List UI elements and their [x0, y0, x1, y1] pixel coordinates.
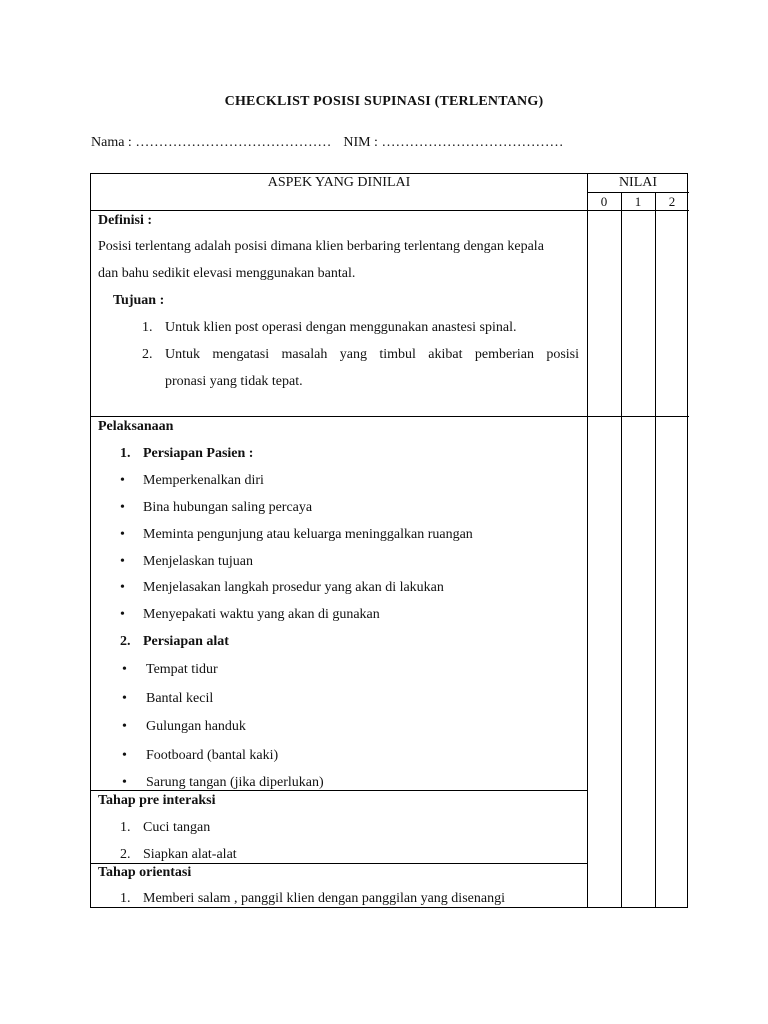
bullet: • [120, 554, 125, 569]
checklist-item: Siapkan alat-alat [143, 847, 237, 862]
checklist-item: Tempat tidur [146, 662, 218, 677]
column-divider [587, 174, 588, 907]
checklist-item: Menjelasakan langkah prosedur yang akan di lakukan [143, 580, 444, 595]
list-number: 2. [120, 634, 131, 649]
tujuan-heading: Tujuan : [113, 293, 165, 308]
bullet: • [122, 775, 127, 790]
list-number: 1. [142, 320, 153, 335]
tujuan-item-continued: pronasi yang tidak tepat. [165, 374, 303, 389]
definisi-heading: Definisi : [98, 213, 153, 228]
identity-line [91, 135, 563, 151]
bullet: • [122, 662, 127, 677]
tujuan-item: Untuk klien post operasi dengan menggunakan anastesi spinal. [165, 320, 517, 335]
persiapan-alat-heading: Persiapan alat [143, 634, 229, 649]
checklist-item: Footboard (bantal kaki) [146, 748, 279, 763]
checklist-table [90, 173, 688, 908]
row-divider [91, 210, 689, 211]
bullet: • [120, 473, 125, 488]
page-title: CHECKLIST POSISI SUPINASI (TERLENTANG) [224, 94, 544, 109]
pelaksanaan-heading: Pelaksanaan [98, 419, 174, 434]
score-header: NILAI [618, 175, 658, 190]
bullet: • [120, 500, 125, 515]
definisi-text: Posisi terlentang adalah posisi dimana klien berbaring terlentang dengan kepala [98, 239, 544, 254]
list-number: 2. [120, 847, 131, 862]
bullet: • [122, 748, 127, 763]
score-col-0: 0 [600, 194, 608, 209]
list-number: 1. [120, 891, 131, 906]
list-number: 1. [120, 820, 131, 835]
checklist-item: Memperkenalkan diri [143, 473, 264, 488]
checklist-item: Gulungan handuk [146, 719, 246, 734]
score-col-1: 1 [634, 194, 642, 209]
definisi-text: dan bahu sedikit elevasi menggunakan bantal. [98, 266, 356, 281]
nama-field[interactable]: Nama : …………………………………… [91, 135, 332, 150]
checklist-item: Menjelaskan tujuan [143, 554, 254, 569]
checklist-item: Sarung tangan (jika diperlukan) [146, 775, 324, 790]
score-col-2: 2 [668, 194, 676, 209]
checklist-item: Bantal kecil [146, 691, 214, 706]
pre-interaksi-heading: Tahap pre interaksi [98, 793, 216, 808]
checklist-item: Meminta pengunjung atau keluarga meninggalkan ruangan [143, 527, 473, 542]
bullet: • [120, 527, 125, 542]
bullet: • [122, 691, 127, 706]
checklist-item: Menyepakati waktu yang akan di gunakan [143, 607, 380, 622]
bullet: • [122, 719, 127, 734]
orientasi-heading: Tahap orientasi [98, 865, 192, 880]
column-divider [621, 193, 622, 907]
checklist-item: Cuci tangan [143, 820, 211, 835]
persiapan-pasien-heading: Persiapan Pasien : [143, 446, 254, 461]
row-divider [91, 416, 689, 417]
bullet: • [120, 607, 125, 622]
checklist-item: Bina hubungan saling percaya [143, 500, 313, 515]
list-number: 1. [120, 446, 131, 461]
nim-field[interactable]: NIM : ………………………………… [343, 135, 564, 150]
list-number: 2. [142, 347, 153, 362]
aspect-header: ASPEK YANG DINILAI [267, 175, 411, 190]
checklist-item: Memberi salam , panggil klien dengan panggilan yang disenangi [143, 891, 505, 906]
row-divider [587, 192, 689, 193]
bullet: • [120, 580, 125, 595]
column-divider [655, 193, 656, 907]
tujuan-item: Untuk mengatasi masalah yang timbul akibat pemberian posisi [165, 347, 579, 362]
